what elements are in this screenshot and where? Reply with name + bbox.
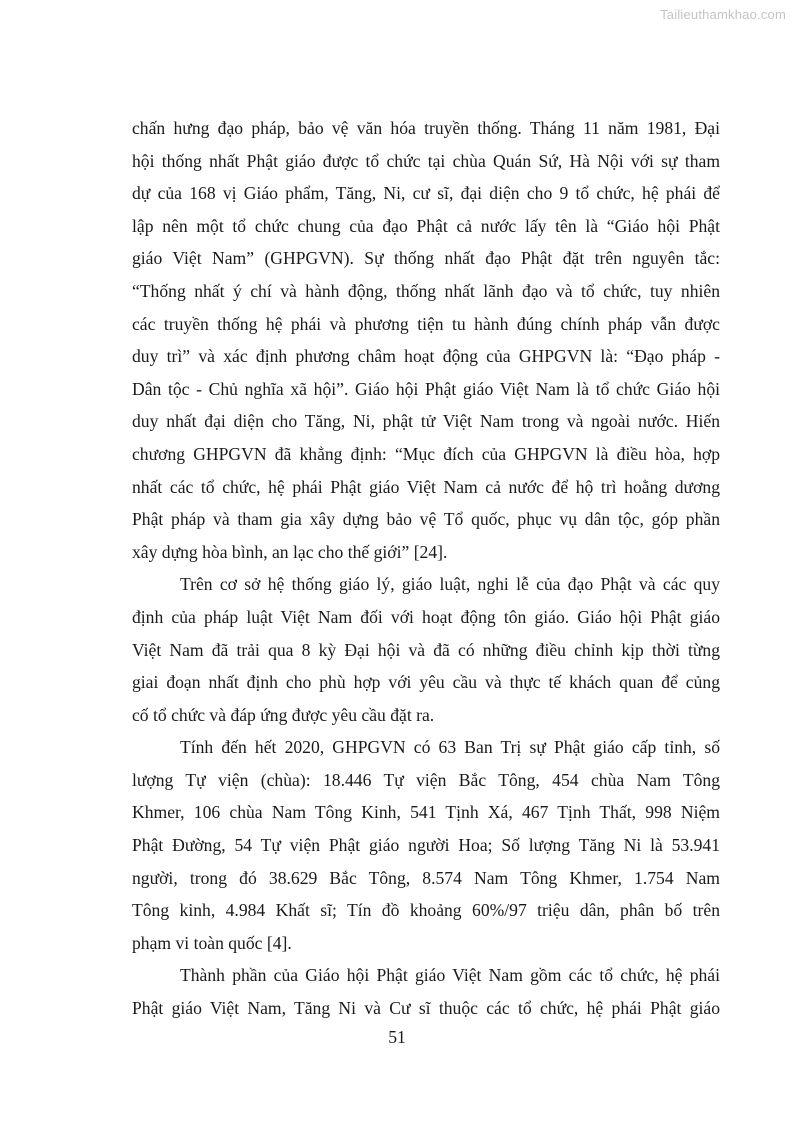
- text-line: duy nhất đại diện cho Tăng, Ni, phật tử Việt Nam trong và ngoài nước. Hiến: [132, 411, 720, 432]
- text-line: “Thống nhất ý chí và hành động, thống nhất lãnh đạo và tổ chức, tuy nhiên: [132, 280, 720, 301]
- text-line: người, trong đó 38.629 Bắc Tông, 8.574 Nam Tông Khmer, 1.754 Nam: [132, 867, 720, 888]
- page-body: [132, 112, 720, 1025]
- page-number: 51: [388, 1027, 406, 1047]
- text-line: Phật pháp và tham gia xây dựng bảo vệ Tổ quốc, phục vụ dân tộc, góp phần: [132, 509, 720, 530]
- text-line: các truyền thống hệ phái và phương tiện tu hành đúng chính pháp vẫn được: [132, 313, 720, 334]
- paragraph: [132, 731, 720, 959]
- text-line: Phật Đường, 54 Tự viện Phật giáo người Hoa; Số lượng Tăng Ni là 53.941: [132, 835, 720, 856]
- text-line: Khmer, 106 chùa Nam Tông Kinh, 541 Tịnh Xá, 467 Tịnh Thất, 998 Niệm: [132, 802, 720, 823]
- text-line: phạm vi toàn quốc [4].: [132, 932, 292, 953]
- text-line: giáo Việt Nam” (GHPGVN). Sự thống nhất đạo Phật đặt trên nguyên tắc:: [132, 248, 720, 269]
- text-line: Tông kinh, 4.984 Khất sĩ; Tín đồ khoảng 60%/97 triệu dân, phân bố trên: [132, 900, 720, 921]
- text-line: Việt Nam đã trải qua 8 kỳ Đại hội và đã có những điều chỉnh kịp thời từng: [132, 639, 720, 660]
- paragraph: [132, 568, 720, 731]
- text-line: hội thống nhất Phật giáo được tổ chức tại chùa Quán Sứ, Hà Nội với sự tham: [132, 150, 720, 171]
- text-line: nhất các tổ chức, hệ phái Phật giáo Việt Nam cả nước để hộ trì hoằng dương: [132, 476, 720, 497]
- paragraph: [132, 959, 720, 1024]
- text-line: Tính đến hết 2020, GHPGVN có 63 Ban Trị sự Phật giáo cấp tỉnh, số: [180, 737, 720, 758]
- paragraph: [132, 112, 720, 568]
- text-line: Trên cơ sở hệ thống giáo lý, giáo luật, nghi lễ của đạo Phật và các quy: [180, 574, 720, 595]
- text-line: xây dựng hòa bình, an lạc cho thế giới” [24].: [132, 541, 448, 562]
- text-line: định của pháp luật Việt Nam đối với hoạt động tôn giáo. Giáo hội Phật giáo: [132, 606, 720, 627]
- text-line: lượng Tự viện (chùa): 18.446 Tự viện Bắc Tông, 454 chùa Nam Tông: [132, 769, 720, 790]
- watermark: Tailieuthamkhao.com: [660, 7, 786, 22]
- text-line: dự của 168 vị Giáo phẩm, Tăng, Ni, cư sĩ, đại diện cho 9 tổ chức, hệ phái để: [132, 183, 720, 204]
- text-line: chương GHPGVN đã khẳng định: “Mục đích của GHPGVN là điều hòa, hợp: [132, 443, 720, 464]
- text-line: lập nên một tổ chức chung của đạo Phật cả nước lấy tên là “Giáo hội Phật: [132, 215, 720, 236]
- text-line: chấn hưng đạo pháp, bảo vệ văn hóa truyền thống. Tháng 11 năm 1981, Đại: [132, 118, 720, 138]
- text-line: giai đoạn nhất định cho phù hợp với yêu cầu và thực tế khách quan để củng: [132, 672, 720, 693]
- text-line: Thành phần của Giáo hội Phật giáo Việt Nam gồm các tổ chức, hệ phái: [180, 965, 720, 986]
- text-line: cố tổ chức và đáp ứng được yêu cầu đặt ra.: [132, 704, 435, 725]
- text-line: Phật giáo Việt Nam, Tăng Ni và Cư sĩ thuộc các tổ chức, hệ phái Phật giáo: [132, 998, 720, 1019]
- text-line: duy trì” và xác định phương châm hoạt động của GHPGVN là: “Đạo pháp -: [132, 346, 720, 367]
- text-line: Dân tộc - Chủ nghĩa xã hội”. Giáo hội Phật giáo Việt Nam là tổ chức Giáo hội: [132, 378, 720, 399]
